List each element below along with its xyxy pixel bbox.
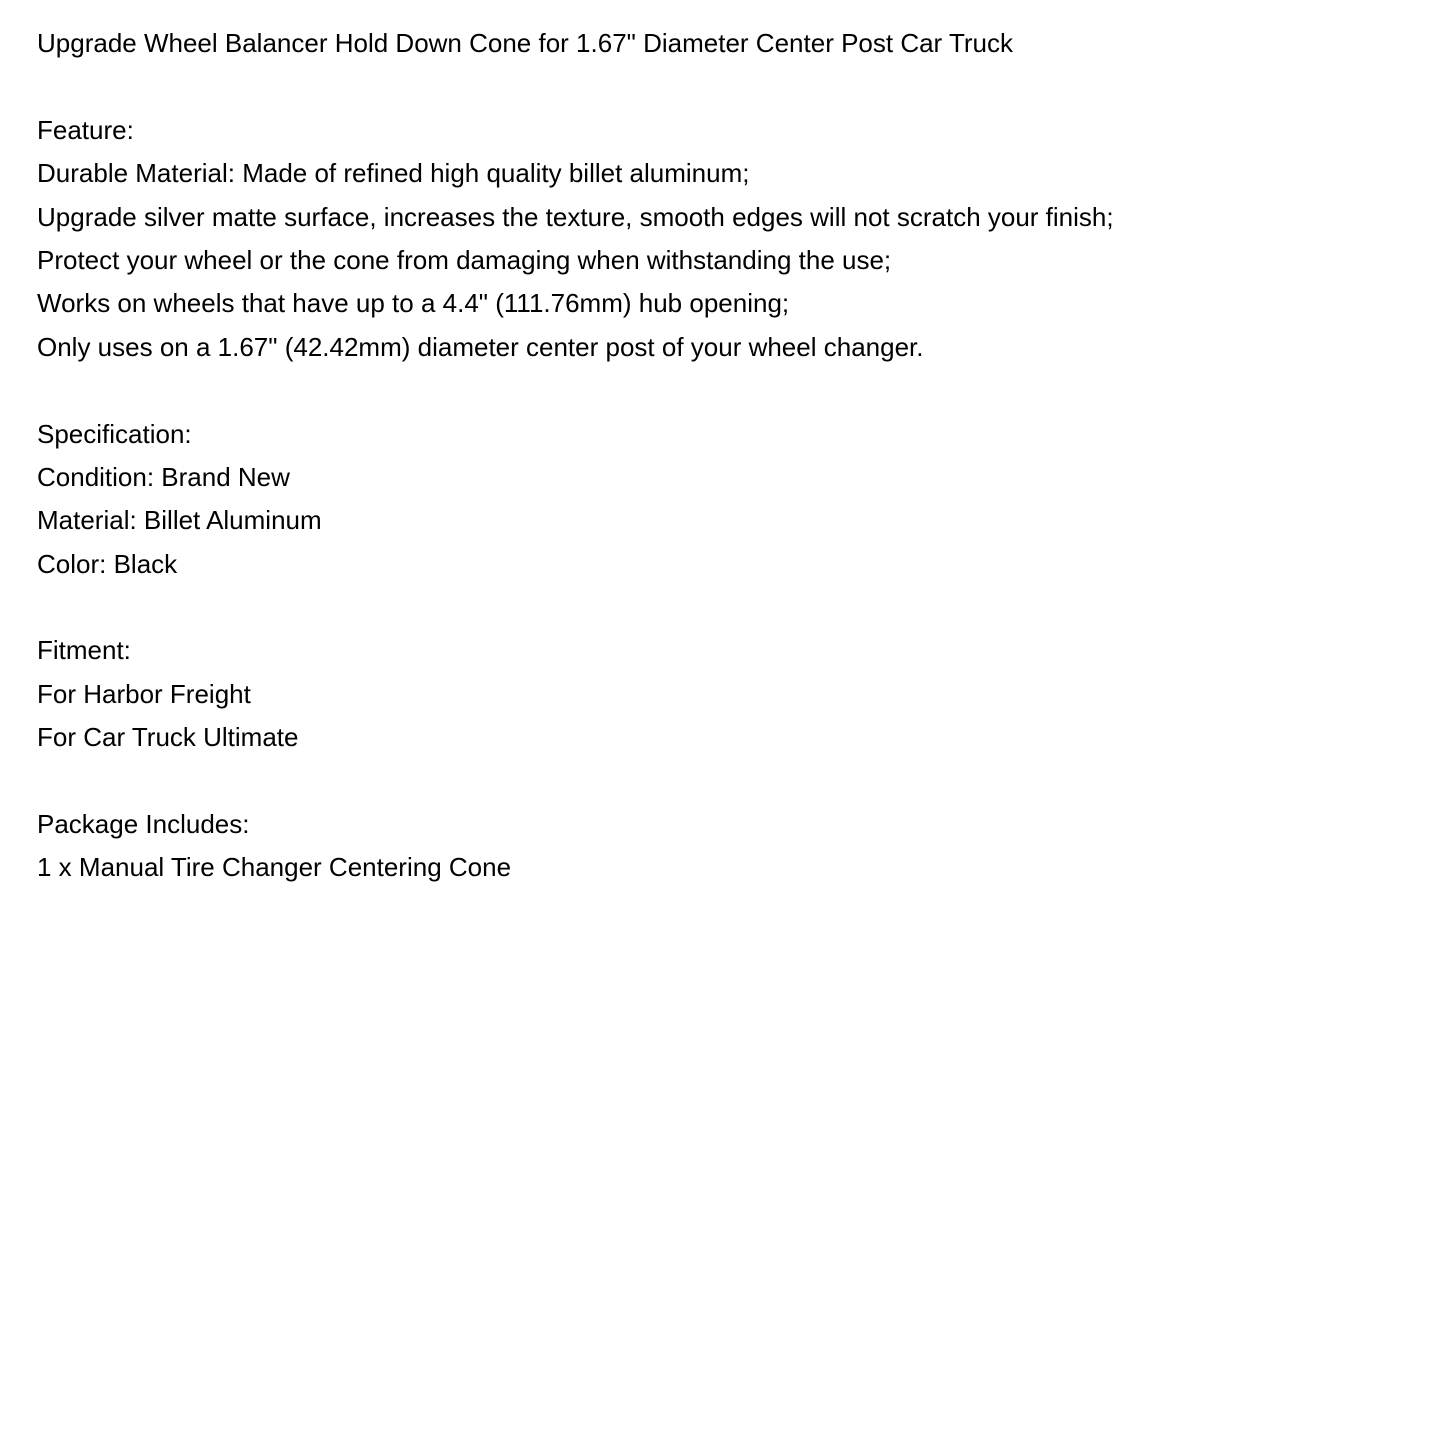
package-item: 1 x Manual Tire Changer Centering Cone — [37, 852, 512, 883]
feature-item: Durable Material: Made of refined high quality billet aluminum; — [37, 158, 750, 189]
spacer — [37, 586, 1417, 629]
product-title: Upgrade Wheel Balancer Hold Down Cone for 1.67" Diameter Center Post Car Truck — [37, 28, 1014, 58]
specification-heading: Specification: — [37, 418, 192, 449]
feature-item: Only uses on a 1.67" (42.42mm) diameter center post of your wheel changer. — [37, 331, 924, 362]
feature-item: Works on wheels that have up to a 4.4" (111.76mm) hub opening; — [37, 288, 790, 319]
spacer — [37, 65, 1417, 108]
product-description — [37, 22, 1417, 890]
spacer — [37, 369, 1417, 412]
specification-item: Condition: Brand New — [37, 461, 290, 492]
fitment-item: For Harbor Freight — [37, 678, 251, 709]
feature-item: Protect your wheel or the cone from damaging when withstanding the use; — [37, 244, 892, 275]
fitment-heading: Fitment: — [37, 635, 131, 666]
specification-item: Material: Billet Aluminum — [37, 505, 322, 536]
spacer — [37, 760, 1417, 803]
specification-item: Color: Black — [37, 548, 178, 579]
feature-item: Upgrade silver matte surface, increases the texture, smooth edges will not scratch your finish; — [37, 201, 1114, 232]
fitment-item: For Car Truck Ultimate — [37, 722, 299, 753]
feature-heading: Feature: — [37, 114, 134, 145]
package-heading: Package Includes: — [37, 809, 250, 840]
